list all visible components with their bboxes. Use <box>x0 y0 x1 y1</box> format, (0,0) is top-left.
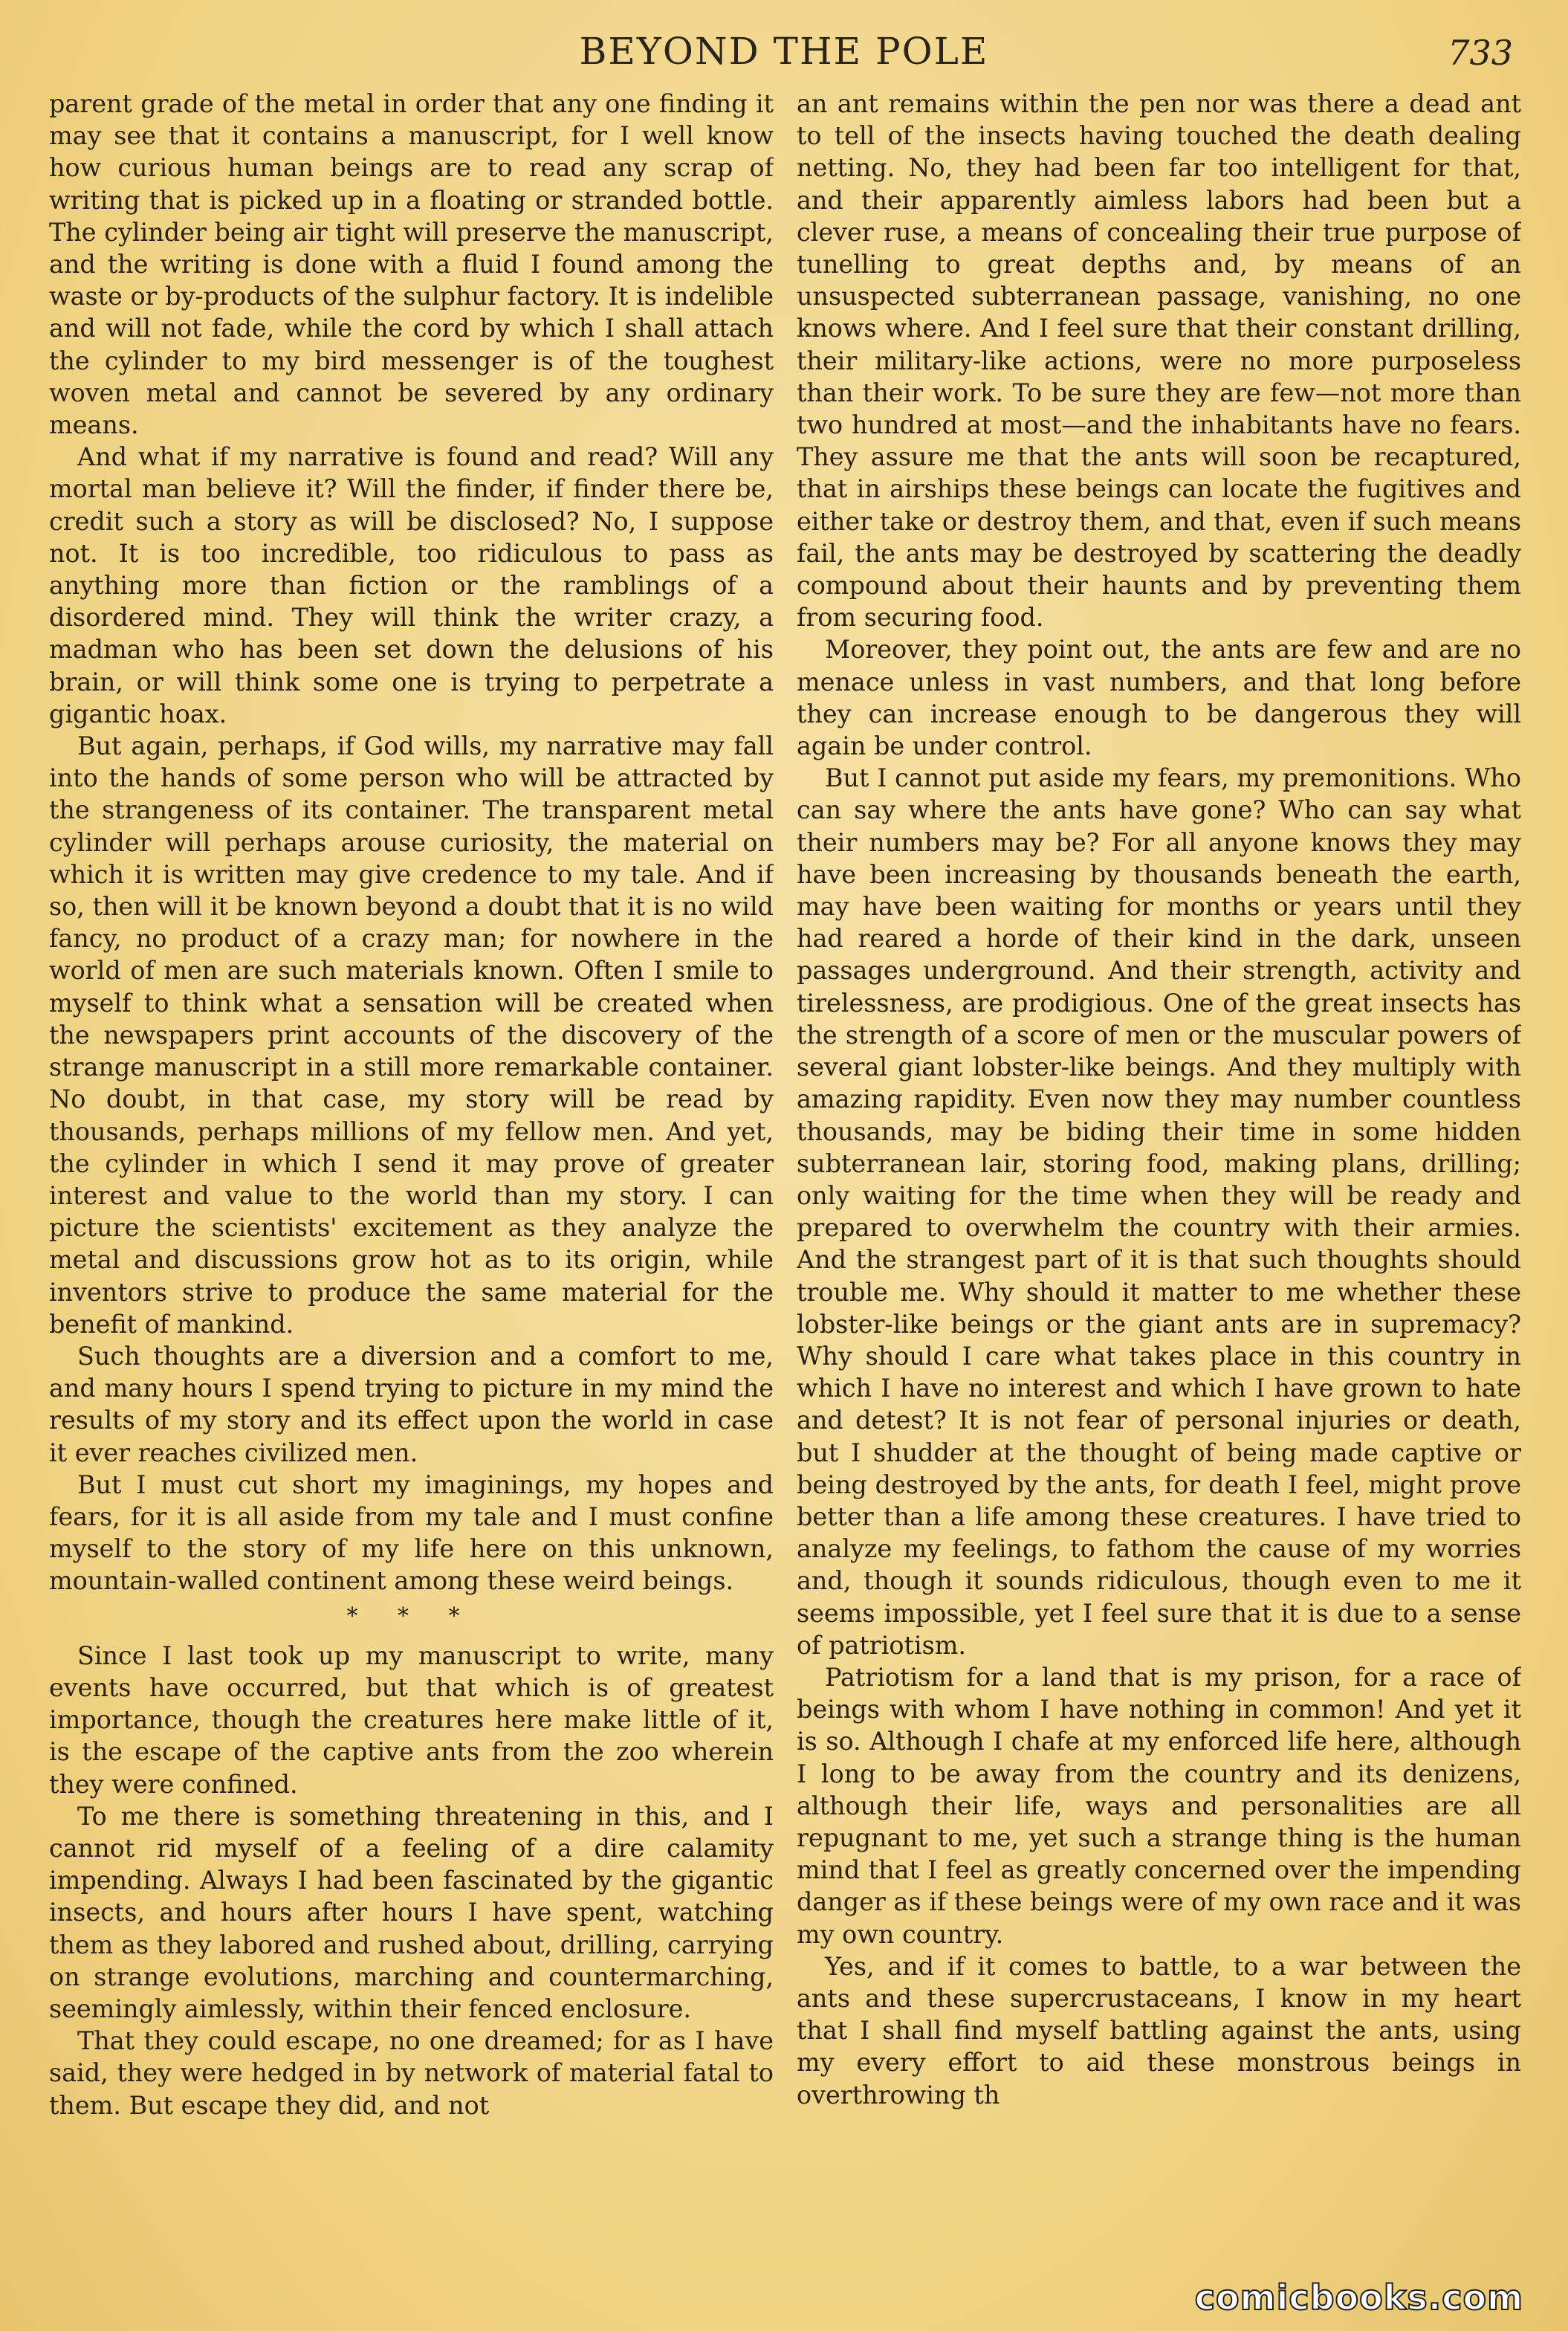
page-header <box>45 19 1523 86</box>
paragraph: That they could escape, no one dreamed; for as I have said, they were hedged in by network of material fatal to them. But escape they did, and not <box>49 2026 774 2120</box>
paragraph: an ant remains within the pen nor was there a dead ant to tell of the insects having touched the death dealing netting. No, they had been far too intelligent for that, and their apparently aimless labors had been but a clever ruse, a means of concealing their true purpose of tunelling to great depths and, by means of an unsuspected subterranean passage, vanishing, no one knows where. And I feel sure that their constant drilling, their military-like actions, were no more purposeless than their work. To be sure they are few—not more than two hundred at most—and the inhabitants have no fears. They assure me that the ants will soon be recaptured, that in airships these beings can locate the fugitives and either take or destroy them, and that, even if such means fail, the ants may be destroyed by scattering the deadly compound about their haunts and by preventing them from securing food. <box>797 89 1521 633</box>
right-column <box>797 88 1521 2288</box>
page-number: 733 <box>1448 33 1513 73</box>
paragraph: But I cannot put aside my fears, my premonitions. Who can say where the ants have gone? Who can say what their numbers may be? For all anyone knows they may have been increasing by thousands beneath the earth, may have been waiting for months or years until they had reared a horde of their kind in the dark, unseen passages underground. And their strength, activity and tirelessness, are prodigious. One of the great insects has the strength of a score of men or the muscular powers of several giant lobster-like beings. And they multiply with amazing rapidity. Even now they may number countless thousands, may be biding their time in some hidden subterranean lair, storing food, making plans, drilling; only waiting for the time when they will be ready and prepared to overwhelm the country with their armies. And the strangest part of it is that such thoughts should trouble me. Why should it matter to me whether these lobster-like beings or the giant ants are in supremacy? Why should I care what takes place in this country in which I have no interest and which I have grown to hate and detest? It is not fear of personal injuries or death, but I shudder at the thought of being made captive or being destroyed by the ants, for death I feel, might prove better than a life among these creatures. I have tried to analyze my feelings, to fathom the cause of my worries and, though it sounds ridiculous, though even to me it seems impossible, yet I feel sure that it is due to a sense of patriotism. <box>797 763 1521 1660</box>
paragraph: To me there is something threatening in this, and I cannot rid myself of a feeling of a dire calamity impending. Always I had been fascinated by the gigantic insects, and hours after hours I have spent, watching them as they labored and rushed about, drilling, carrying on strange evolutions, marching and countermarching, seemingly aimlessly, within their fenced enclosure. <box>49 1801 774 2023</box>
left-column <box>49 88 774 2288</box>
running-title: BEYOND THE POLE <box>579 30 989 73</box>
watermark-logo: comicbooks.com <box>1194 2277 1523 2318</box>
paragraph: Moreover, they point out, the ants are few and are no menace unless in vast numbers, and that long before they can increase enough to be dangerous they will again be under control. <box>797 635 1521 761</box>
paragraph: Patriotism for a land that is my prison, for a race of beings with whom I have nothing in common! And yet it is so. Although I chafe at my enforced life here, although I long to be away from the country and its denizens, although their life, ways and personalities are all repugnant to me, yet such a strange thing is the human mind that I feel as greatly concerned over the impending danger as if these beings were of my own race and it was my own country. <box>797 1662 1521 1949</box>
paragraph: Such thoughts are a diversion and a comfort to me, and many hours I spend trying to picture in my mind the results of my story and its effect upon the world in case it ever reaches civilized men. <box>49 1341 774 1467</box>
paragraph: parent grade of the metal in order that any one finding it may see that it contains a manuscript, for I well know how curious human beings are to read any scrap of writing that is picked up in a floating or stranded bottle. The cylinder being air tight will preserve the manuscript, and the writing is done with a fluid I found among the waste or by-products of the sulphur factory. It is indelible and will not fade, while the cord by which I shall attach the cylinder to my bird messenger is of the toughest woven metal and cannot be severed by any ordinary means. <box>49 89 774 440</box>
paragraph: Since I last took up my manuscript to write, many events have occurred, but that which is of greatest importance, though the creatures here make little of it, is the escape of the captive ants from the zoo wherein they were confined. <box>49 1640 774 1799</box>
paragraph: But again, perhaps, if God wills, my narrative may fall into the hands of some person who will be attracted by the strangeness of its container. The transparent metal cylinder will perhaps arouse curiosity, the material on which it is written may give credence to my tale. And if so, then will it be known beyond a doubt that it is no wild fancy, no product of a crazy man; for nowhere in the world of men are such materials known. Often I smile to myself to think what a sensation will be created when the newspapers print accounts of the discovery of the strange manuscript in a still more remarkable container. No doubt, in that case, my story will be read by thousands, perhaps millions of my fellow men. And yet, the cylinder in which I send it may prove of greater interest and value to the world than my story. I can picture the scientists' excitement as they analyze the metal and discussions grow hot as to its origin, while inventors strive to produce the same material for the benefit of mankind. <box>49 731 774 1339</box>
paragraph: But I must cut short my imaginings, my hopes and fears, for it is all aside from my tale and I must confine myself to the story of my life here on this unknown, mountain-walled continent among these weird beings. <box>49 1470 774 1596</box>
paragraph: Yes, and if it comes to battle, to a war between the ants and these supercrustaceans, I know in my heart that I shall find myself battling against the ants, using my every effort to aid these monstrous beings in overthrowing th <box>797 1951 1521 2109</box>
paragraph: And what if my narrative is found and read? Will any mortal man believe it? Will the finder, if finder there be, credit such a story as will be disclosed? No, I suppose not. It is too incredible, too ridiculous to pass as anything more than fiction or the ramblings of a disordered mind. They will think the writer crazy, a madman who has been set down the delusions of his brain, or will think some one is trying to perpetrate a gigantic hoax. <box>49 442 774 728</box>
section-separator: * * * <box>346 1603 476 1629</box>
